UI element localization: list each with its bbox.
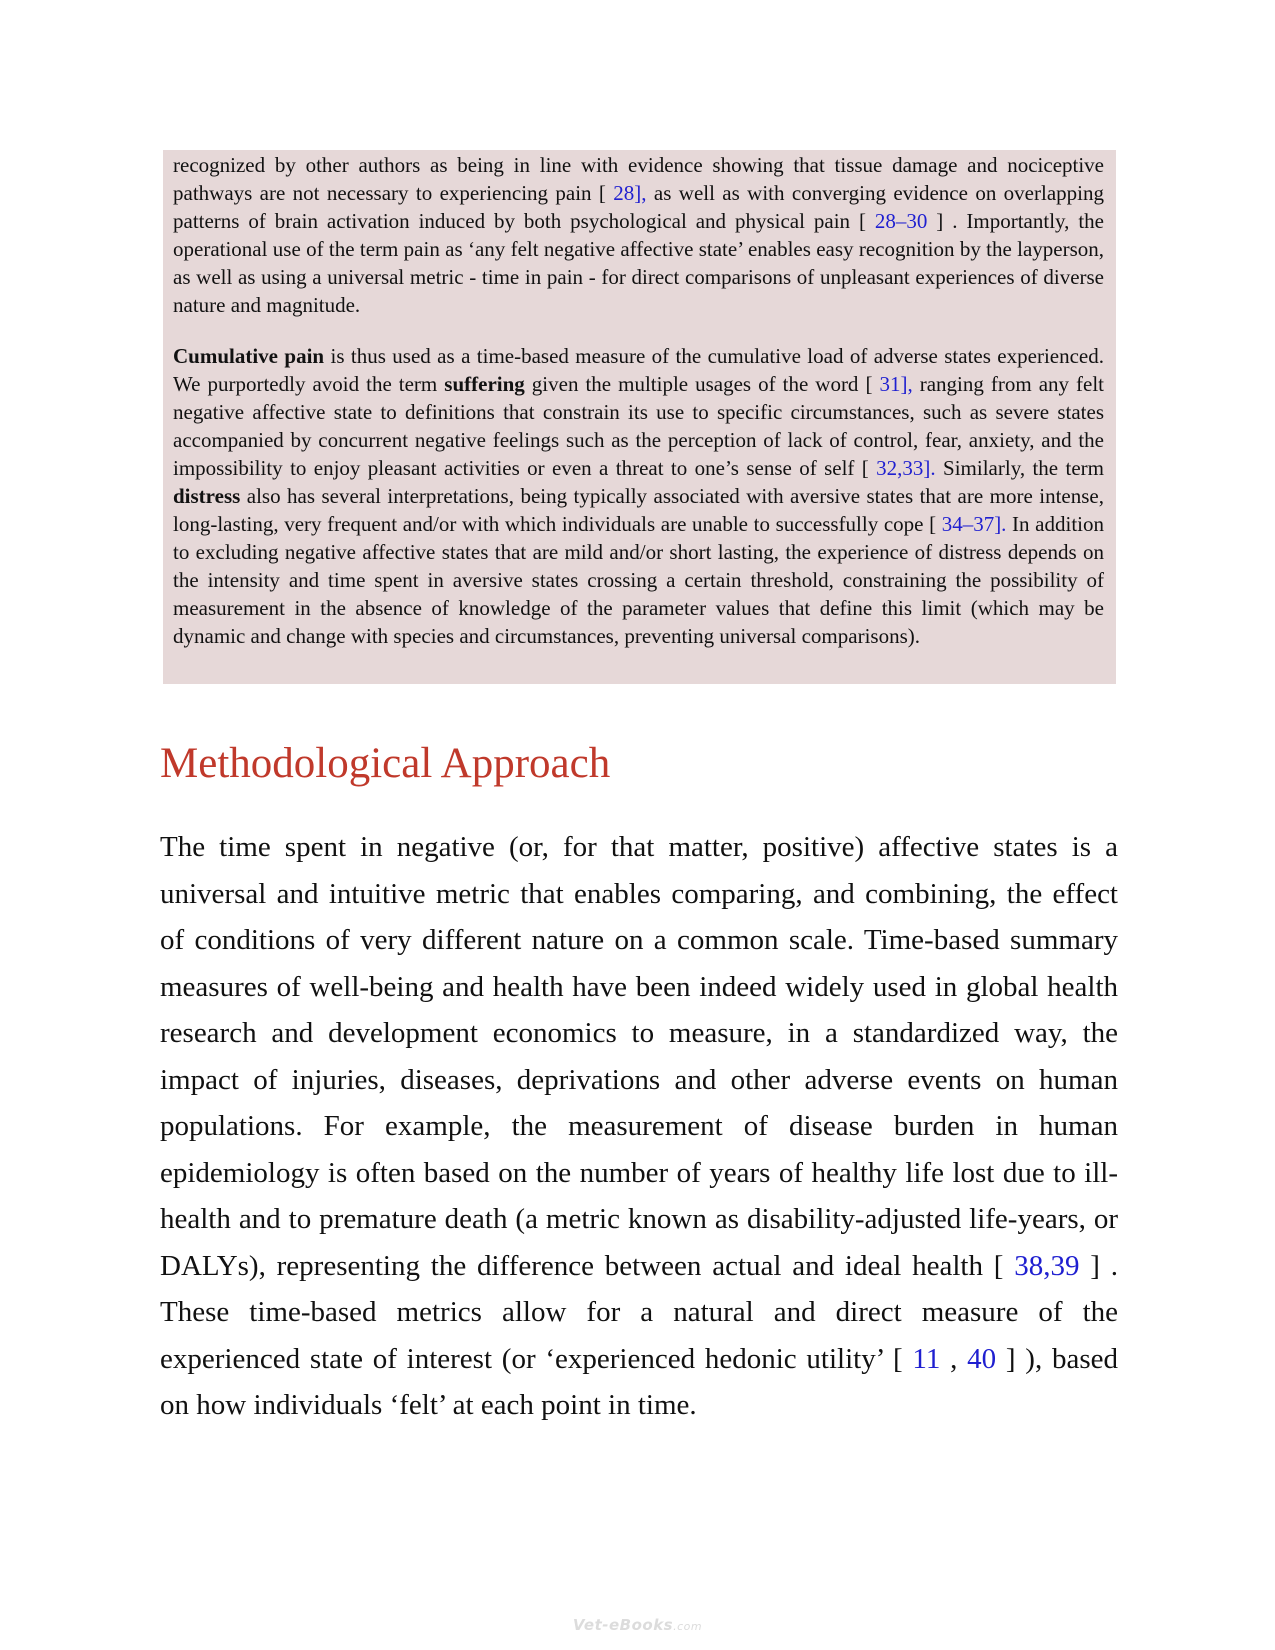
watermark-domain: .com	[673, 1620, 703, 1633]
citation-link[interactable]: 40	[967, 1342, 997, 1375]
box-paragraph-1	[173, 151, 1104, 319]
text: recognized by other authors as being in line with evidence showing that tissue damage and nociceptive pathways are not necessary to experiencing pain [	[173, 153, 1104, 205]
text: In addition to excluding negative affective states that are mild and/or short lasting, the experience of distress depends on the intensity and time spent in aversive states crossing a certain threshold, constraining the possibility of measurement in the absence of knowledge of the parameter values that define this limit (which may be dynamic and change with species and circumstances, preventing universal comparisons).	[173, 512, 1104, 648]
watermark	[0, 1616, 1275, 1634]
term-suffering: suffering	[444, 372, 525, 396]
text: given the multiple usages of the word [	[524, 372, 880, 396]
text: Similarly, the term	[935, 456, 1104, 480]
citation-link[interactable]: 11	[912, 1342, 941, 1375]
text: also has several interpretations, being typically associated with aversive states that are more intense, long-lasting, very frequent and/or with which individuals are unable to successfully cope [	[173, 484, 1104, 536]
text: as well as with converging evidence on overlapping patterns of brain activation induced by both psychological and physical pain [	[173, 181, 1104, 233]
citation-link[interactable]: 31],	[879, 372, 913, 396]
text: ] . These time-based metrics allow for a natural and direct measure of the experienced state of interest (or ‘experienced hedonic utility’ [	[160, 1249, 1118, 1375]
text: The time spent in negative (or, for that matter, positive) affective states is a universal and intuitive metric that enables comparing, and combining, the effect of conditions of very different nature on a common scale. Time-based summary measures of well-being and health have been indeed widely used in global health research and development economics to measure, in a standardized way, the impact of injuries, diseases, deprivations and other adverse events on human populations. For example, the measurement of disease burden in human epidemiology is often based on the number of years of healthy life lost due to ill-health and to premature death (a metric known as disability-adjusted life-years, or DALYs), representing the difference between actual and ideal health [	[160, 831, 1118, 1282]
text: is thus used as a time-based measure of the cumulative load of adverse states experienced. We purportedly avoid the term	[173, 344, 1104, 396]
highlight-box	[163, 150, 1116, 684]
section-heading: Methodological Approach	[160, 740, 611, 787]
section-body	[160, 824, 1118, 1429]
citation-link[interactable]: 28–30	[874, 209, 928, 233]
term-cumulative-pain: Cumulative pain	[173, 344, 325, 368]
term-distress: distress	[173, 484, 241, 508]
citation-link[interactable]: 34–37].	[941, 512, 1007, 536]
text: ] ), based on how individuals ‘felt’ at each point in time.	[160, 1342, 1119, 1421]
box-paragraph-2	[173, 342, 1104, 650]
watermark-text: Vet-eBooks	[572, 1616, 674, 1634]
text: ,	[940, 1342, 968, 1375]
citation-link[interactable]: 32,33].	[876, 456, 936, 480]
citation-link[interactable]: 38,39	[1014, 1249, 1080, 1282]
text: ] . Importantly, the operational use of the term pain as ‘any felt negative affective state’ enables easy recognition by the layperson, as well as using a universal metric - time in pain - for direct comparisons of unpleasant experiences of diverse nature and magnitude.	[173, 209, 1104, 317]
text: ranging from any felt negative affective state to definitions that constrain its use to specific circumstances, such as severe states accompanied by concurrent negative feelings such as the perception of lack of control, fear, anxiety, and the impossibility to enjoy pleasant activities or even a threat to one’s sense of self [	[173, 372, 1105, 480]
citation-link[interactable]: 28],	[613, 181, 647, 205]
